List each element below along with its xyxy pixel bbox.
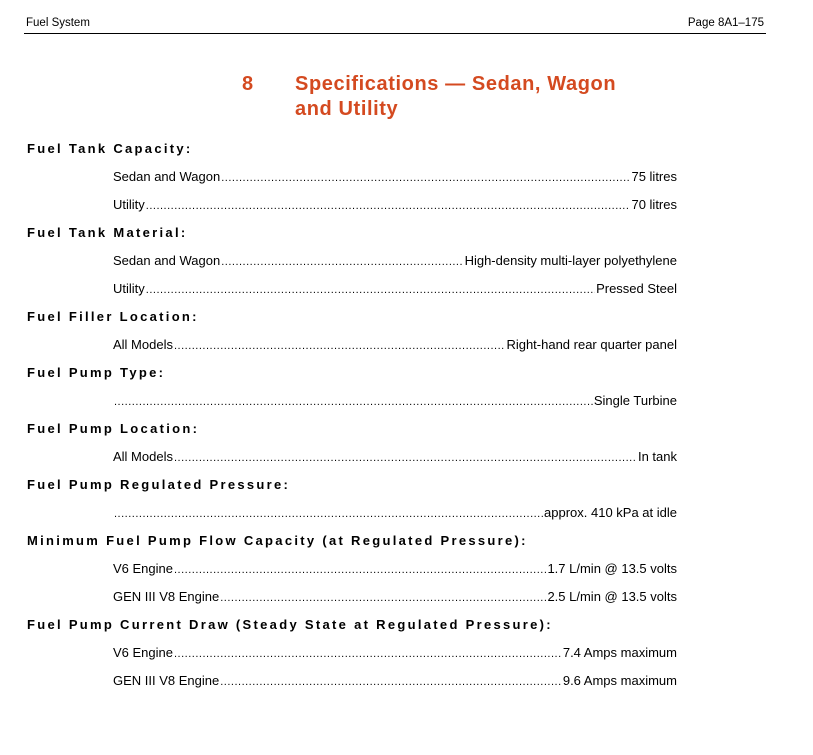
spec-value: Pressed Steel	[596, 281, 677, 296]
spec-row	[113, 560, 677, 578]
leader-dots	[174, 561, 546, 579]
section-title-text	[295, 72, 695, 122]
leader-dots	[174, 645, 562, 663]
chapter-name: Fuel System	[26, 17, 90, 29]
spec-row	[113, 672, 677, 690]
page-number: Page 8A1–175	[687, 17, 764, 29]
spec-label: Utility	[113, 281, 145, 296]
spec-value: Right-hand rear quarter panel	[506, 337, 677, 352]
leader-dots	[220, 673, 562, 691]
spec-value: Single Turbine	[593, 393, 677, 408]
spec-label: All Models	[113, 449, 173, 464]
spec-label: GEN III V8 Engine	[113, 673, 220, 688]
leader-dots	[114, 505, 543, 523]
spec-row	[113, 448, 677, 466]
leader-dots	[221, 169, 630, 187]
spec-label: Sedan and Wagon	[113, 253, 221, 268]
spec-label: V6 Engine	[113, 561, 173, 576]
spec-value: High-density multi-layer polyethylene	[464, 253, 677, 268]
spec-heading-fuel-filler-location: Fuel Filler Location:	[27, 309, 199, 324]
page-header	[24, 14, 766, 34]
spec-label: GEN III V8 Engine	[113, 589, 220, 604]
spec-row	[113, 252, 677, 270]
leader-dots	[146, 197, 631, 215]
spec-label: Utility	[113, 197, 145, 212]
spec-value: approx. 410 kPa at idle	[544, 505, 677, 520]
spec-heading-fuel-pump-type: Fuel Pump Type:	[27, 365, 166, 380]
spec-row	[113, 392, 677, 410]
spec-value: 75 litres	[631, 169, 677, 184]
spec-value: 9.6 Amps maximum	[562, 673, 677, 688]
leader-dots	[174, 337, 505, 355]
leader-dots	[146, 281, 595, 299]
spec-row	[113, 336, 677, 354]
leader-dots	[174, 449, 637, 467]
spec-heading-fuel-pump-current-draw: Fuel Pump Current Draw (Steady State at Regulated Pressure):	[27, 617, 553, 632]
spec-value: 7.4 Amps maximum	[562, 645, 677, 660]
section-number: 8	[242, 73, 254, 95]
spec-heading-fuel-pump-location: Fuel Pump Location:	[27, 421, 200, 436]
spec-row	[113, 588, 677, 606]
section-title-line-1: Specifications — Sedan, Wagon	[295, 73, 617, 95]
spec-heading-min-fuel-pump-flow-capacity: Minimum Fuel Pump Flow Capacity (at Regulated Pressure):	[27, 533, 528, 548]
spec-heading-fuel-pump-regulated-pressure: Fuel Pump Regulated Pressure:	[27, 477, 291, 492]
section-title-line-2: and Utility	[295, 98, 399, 120]
spec-value: 70 litres	[631, 197, 677, 212]
spec-row	[113, 196, 677, 214]
spec-heading-fuel-tank-material: Fuel Tank Material:	[27, 225, 188, 240]
leader-dots	[114, 393, 593, 411]
leader-dots	[220, 589, 546, 607]
spec-row	[113, 168, 677, 186]
leader-dots	[221, 253, 463, 271]
spec-heading-fuel-tank-capacity: Fuel Tank Capacity:	[27, 141, 193, 156]
spec-label: V6 Engine	[113, 645, 173, 660]
spec-value: 2.5 L/min @ 13.5 volts	[547, 589, 677, 604]
spec-value: In tank	[637, 449, 677, 464]
spec-row	[113, 504, 677, 522]
spec-row	[113, 644, 677, 662]
spec-row	[113, 280, 677, 298]
spec-value: 1.7 L/min @ 13.5 volts	[547, 561, 677, 576]
spec-label: Sedan and Wagon	[113, 169, 221, 184]
spec-label: All Models	[113, 337, 173, 352]
